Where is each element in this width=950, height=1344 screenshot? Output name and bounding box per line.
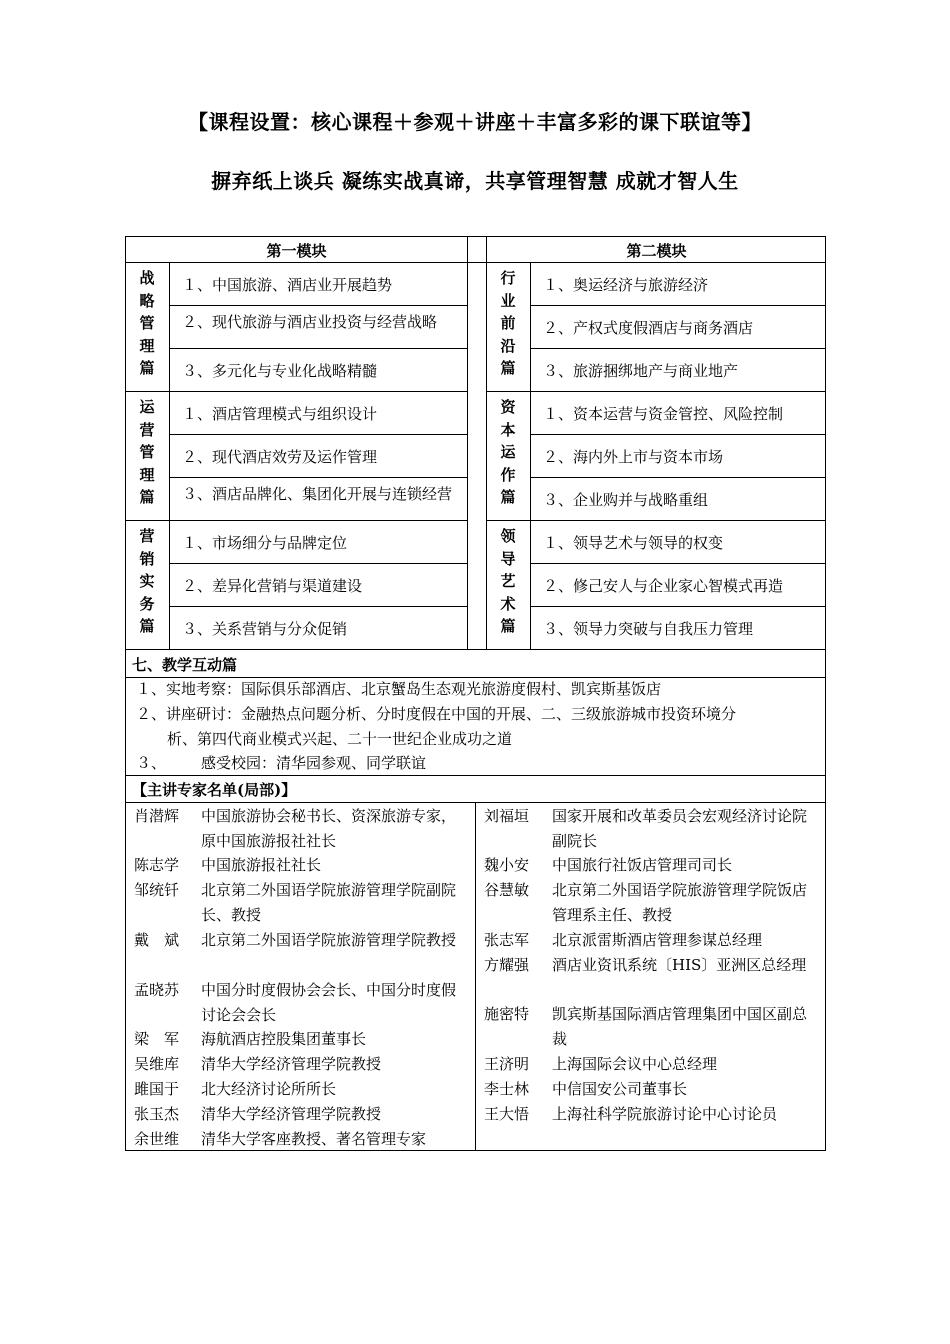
- expert-name: 雎国于: [134, 1080, 180, 1098]
- expert-name: 谷慧敏: [484, 881, 530, 899]
- expert-title: 上海社科学院旅游讨论中心讨论员: [552, 1105, 778, 1123]
- module1-item: １、市场细分与品牌定位: [182, 534, 348, 552]
- module2-header: 第二模块: [626, 242, 687, 260]
- module2-item: ３、领导力突破与自我压力管理: [543, 620, 754, 638]
- module1-item: ３、酒店品牌化、集团化开展与连锁经营: [182, 485, 453, 503]
- module2-item: ２、海内外上市与资本市场: [543, 448, 724, 466]
- module1-item: ２、现代酒店效劳及运作管理: [182, 448, 378, 466]
- expert-name: 李士林: [484, 1080, 530, 1098]
- expert-title: 清华大学经济管理学院教授: [201, 1055, 382, 1073]
- expert-name: 施密特: [484, 1005, 530, 1023]
- slogan-title: 摒弃纸上谈兵 凝练实战真谛，共享管理智慧 成就才智人生: [211, 169, 739, 193]
- module2-group-label: 领导艺术篇: [500, 527, 516, 635]
- expert-title: 上海国际会议中心总经理: [552, 1055, 718, 1073]
- expert-name: 孟晓苏: [134, 981, 180, 999]
- module1-item: １、中国旅游、酒店业开展趋势: [182, 276, 393, 294]
- expert-title: 凯宾斯基国际酒店管理集团中国区副总裁: [552, 1005, 808, 1048]
- module2-item: ２、修己安人与企业家心智模式再造: [543, 577, 784, 595]
- expert-name: 肖潜辉: [134, 807, 180, 825]
- experts-title: 【主讲专家名单(局部)】: [132, 781, 297, 799]
- module2-item: ３、企业购并与战略重组: [543, 491, 709, 509]
- expert-title: 酒店业资讯系统〔HIS〕亚洲区总经理: [552, 956, 807, 974]
- module2-item: ３、旅游捆绑地产与商业地产: [543, 362, 739, 380]
- module2-item: １、领导艺术与领导的权变: [543, 534, 724, 552]
- module2-group-label: 资本运作篇: [500, 398, 516, 506]
- expert-title: 清华大学客座教授、著名管理专家: [201, 1130, 427, 1148]
- interaction-line: 析、第四代商业模式兴起、二十一世纪企业成功之道: [167, 730, 513, 748]
- module1-group-label: 营销实务篇: [139, 527, 155, 635]
- module1-header: 第一模块: [266, 242, 327, 260]
- expert-title: 北京第二外国语学院旅游管理学院教授: [201, 931, 457, 949]
- module2-item: １、奥运经济与旅游经济: [543, 276, 709, 294]
- expert-name: 戴 斌: [134, 931, 180, 949]
- expert-name: 王大悟: [484, 1105, 530, 1123]
- expert-name: 魏小安: [484, 856, 530, 874]
- module1-item: ２、差异化营销与渠道建设: [182, 577, 363, 595]
- interaction-line-number: ３、: [136, 754, 167, 772]
- module1-item: １、酒店管理模式与组织设计: [182, 405, 378, 423]
- expert-title: 北大经济讨论所所长: [201, 1080, 337, 1098]
- module1-group-label: 战略管理篇: [139, 269, 155, 377]
- expert-title: 国家开展和改革委员会宏观经济讨论院副院长: [552, 807, 808, 850]
- expert-name: 刘福垣: [484, 807, 530, 825]
- expert-name: 梁 军: [134, 1030, 180, 1048]
- expert-title: 中国旅游协会秘书长、资深旅游专家，原中国旅游报社社长: [201, 807, 457, 850]
- interaction-title: 七、教学互动篇: [132, 656, 238, 674]
- module1-group-label: 运营管理篇: [139, 398, 155, 506]
- module1-item: ３、多元化与专业化战略精髓: [182, 362, 378, 380]
- expert-name: 张志军: [484, 931, 530, 949]
- module2-item: ２、产权式度假酒店与商务酒店: [543, 319, 754, 337]
- interaction-line: ２、讲座研讨：金融热点问题分析、分时度假在中国的开展、二、三级旅游城市投资环境分: [136, 705, 737, 723]
- module2-item: １、资本运营与资金管控、风险控制: [543, 405, 784, 423]
- expert-title: 中信国安公司董事长: [552, 1080, 688, 1098]
- expert-title: 海航酒店控股集团董事长: [201, 1030, 367, 1048]
- expert-name: 张玉杰: [134, 1105, 180, 1123]
- module1-item: ３、关系营销与分众促销: [182, 620, 348, 638]
- interaction-line: １、实地考察：国际俱乐部酒店、北京蟹岛生态观光旅游度假村、凯宾斯基饭店: [136, 680, 662, 698]
- expert-name: 吴维库: [134, 1055, 180, 1073]
- expert-title: 清华大学经济管理学院教授: [201, 1105, 382, 1123]
- expert-name: 方耀强: [484, 956, 530, 974]
- expert-name: 陈志学: [134, 856, 180, 874]
- expert-name: 王济明: [484, 1055, 530, 1073]
- expert-name: 邹统钎: [134, 881, 180, 899]
- expert-title: 北京派雷斯酒店管理参谋总经理: [552, 931, 763, 949]
- expert-title: 中国旅行社饭店管理司司长: [552, 856, 733, 874]
- expert-title: 中国旅游报社社长: [201, 856, 322, 874]
- interaction-line: 感受校园：清华园参观、同学联谊: [201, 754, 427, 772]
- expert-title: 北京第二外国语学院旅游管理学院副院长、教授: [201, 881, 457, 924]
- expert-title: 北京第二外国语学院旅游管理学院饭店管理系主任、教授: [552, 881, 808, 924]
- module2-group-label: 行业前沿篇: [500, 269, 516, 377]
- module1-item: ２、现代旅游与酒店业投资与经营战略: [182, 313, 438, 331]
- expert-name: 余世维: [134, 1130, 180, 1148]
- course-settings-title: 【课程设置：核心课程＋参观＋讲座＋丰富多彩的课下联谊等】: [188, 110, 762, 134]
- expert-title: 中国分时度假协会会长、中国分时度假讨论会会长: [201, 981, 457, 1024]
